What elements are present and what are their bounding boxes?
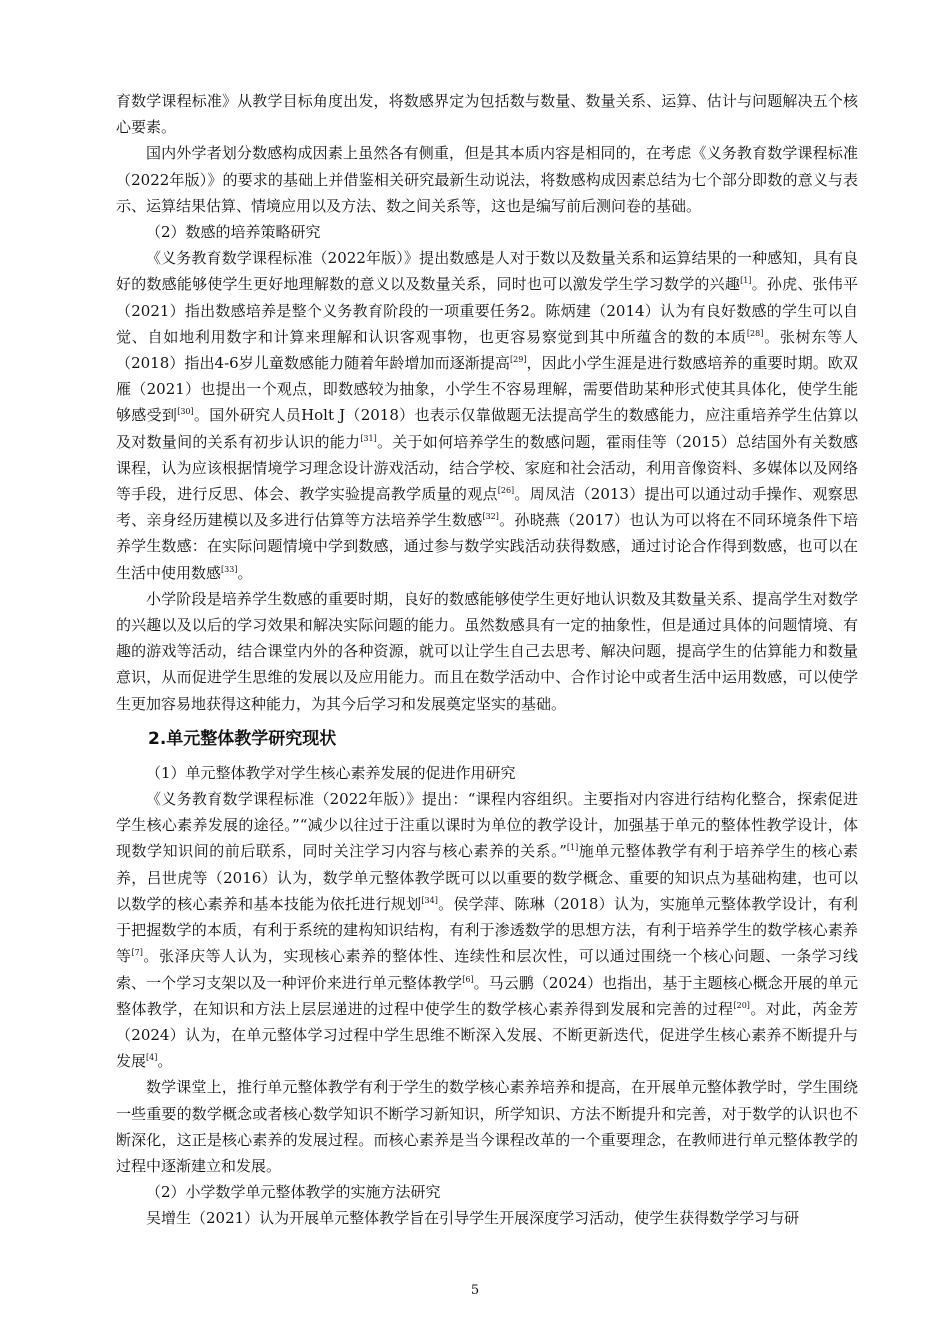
paragraph-number-sense-components: 国内外学者划分数感构成因素上虽然各有侧重，但是其本质内容是相同的，在考虑《义务教育数学课程标准（2022年版）》的要求的基础上并借鉴相关研究最新生动说法，将数感构成因素总结为七个部分即数的意义与表示、运算结果估算、情境应用以及方法、数之间关系等，这也是编写前后测问卷的基础。 — [116, 144, 858, 215]
paragraph-text-segment: 。周凤洁（2013）提出可以通过动手操作、观察思考、亲身经历建模以及多进行估算等方法培养学生数感 — [116, 485, 858, 530]
subheading-implementation-methods: （2）小学数学单元整体教学的实施方法研究 — [146, 1183, 441, 1202]
paragraph-text-segment: 。侯学萍、陈琳（2018）认为，实施单元整体教学设计，有利于把握数学的本质，有利于系统的建构知识结构，有利于渗透数学的思想方法，有利于培养学生的数学核心素养等 — [116, 894, 858, 966]
citation-marker: [29] — [510, 355, 527, 365]
citation-marker: [7] — [131, 948, 143, 958]
citation-marker: [4] — [146, 1053, 158, 1063]
citation-marker: [6] — [462, 974, 474, 984]
paragraph-core-literacy-research — [116, 786, 858, 1074]
citation-marker: [31] — [360, 433, 377, 443]
citation-marker: [1] — [566, 843, 579, 853]
paragraph-text-segment: 。张树东等人（2018）指出4-6岁儿童数感能力随着年龄增加而逐渐提高 — [116, 327, 858, 373]
paragraph-text-segment: ，因此小学生涯是进行数感培养的重要时期。欧双雁（2021）也提出一个观点，即数感较为抽象，小学生不容易理解，需要借助某种形式使其具体化，使学生能够感受到 — [116, 354, 858, 425]
paragraph-text-segment: 。关于如何培养学生的数感问题，霍雨佳等（2015）总结国外有关数感课程，认为应该根据情境学习理念设计游戏活动，结合学校、家庭和社会活动，利用音像资料、多媒体以及网络等手段，进行反思、体会、教学实验提高教学质量的观点 — [116, 432, 858, 504]
citation-marker: [30] — [177, 407, 194, 417]
paragraph-text-segment: 施单元整体教学有利于培养学生的核心素养，吕世虎等（2016）认为，数学单元整体教学既可以以重要的数学概念、重要的知识点为基础构建，也可以以数学的核心素养和基本技能为依托进行规划 — [116, 842, 858, 913]
paragraph-text-segment: 《义务教育数学课程标准（2022年版）》提出数感是人对于数以及数量关系和运算结果的一种感知，具有良好的数感能够使学生更好地理解数的意义以及数量关系，同时也可以激发学生学习数学的兴趣 — [116, 249, 858, 294]
paragraph-cultivation-research — [116, 245, 858, 586]
citation-marker: [32] — [482, 512, 499, 522]
paragraph-text-segment: 。对此，芮金芳（2024）认为，在单元整体学习过程中学生思维不断深入发展、不断更新迭代，促进学生核心素养不断提升与发展 — [116, 999, 858, 1071]
paragraph-number-sense-definition: 育数学课程标准》从教学目标角度出发，将数感界定为包括数与数量、数量关系、运算、估计与问题解决五个核心要素。 — [116, 92, 858, 137]
paragraph-text-segment: 。国外研究人员Holt J（2018）也表示仅靠做题无法提高学生的数感能力，应注重培养学生估算以及对数量间的关系有初步认识的能力 — [116, 406, 858, 451]
document-body — [116, 88, 858, 1232]
paragraph-implementation-start: 吴增生（2021）认为开展单元整体教学旨在引导学生开展深度学习活动，使学生获得数学学习与研 — [146, 1209, 800, 1228]
subheading-cultivation-strategy: （2）数感的培养策略研究 — [146, 223, 321, 242]
citation-marker: [20] — [733, 1000, 750, 1010]
paragraph-text-segment: 。张泽庆等人认为，实现核心素养的整体性、连续性和层次性，可以通过围绕一个核心问题、一条学习线索、一个学习支架以及一种评价来进行单元整体教学 — [116, 947, 858, 992]
citation-marker: [26] — [497, 486, 515, 496]
citation-marker: [34] — [421, 895, 438, 905]
paragraph-text-segment: 《义务教育数学课程标准（2022年版）》提出：“课程内容组织。主要指对内容进行结构化整合，探索促进学生核心素养发展的途径。”“减少以往过于注重以课时为单位的教学设计，加强基于单元的整体性教学设计，体现数学知识间的前后联系，同时关注学习内容与核心素养的关系。” — [116, 790, 858, 861]
citation-marker: [1] — [740, 276, 752, 286]
section-heading-unit-teaching: 2.单元整体教学研究现状 — [148, 728, 337, 749]
paragraph-classroom-practice: 数学课堂上，推行单元整体教学有利于学生的数学核心素养培养和提高，在开展单元整体教学时，学生围绕一些重要的数学概念或者核心数学知识不断学习新知识，所学知识、方法不断提升和完善，对于数学的认识也不断深化，这正是核心素养的发展过程。而核心素养是当今课程改革的一个重要理念，在教师进行单元整体教学的过程中逐渐建立和发展。 — [116, 1078, 858, 1175]
paragraph-text-segment: 。马云鹏（2024）也指出，基于主题核心概念开展的单元整体教学，在知识和方法上层层递进的过程中使学生的数学核心素养得到发展和完善的过程 — [116, 973, 858, 1018]
subheading-core-literacy: （1）单元整体教学对学生核心素养发展的促进作用研究 — [146, 763, 516, 782]
citation-marker: [28] — [746, 328, 764, 338]
paragraph-text-segment: 。 — [237, 563, 253, 582]
page-number: 5 — [470, 1283, 480, 1298]
citation-marker: [33] — [221, 564, 238, 574]
paragraph-text-segment: 。孙虎、张伟平（2021）指出数感培养是整个义务教育阶段的一项重要任务2。陈炳建（2014）认为有良好数感的学生可以自觉、自如地利用数字和计算来理解和认识客观事物，也更容易察觉到其中所蕴含的数的本质 — [116, 275, 858, 346]
paragraph-text-segment: 。孙晓燕（2017）也认为可以将在不同环境条件下培养学生数感：在实际问题情境中学到数感，通过参与数学实践活动获得数感，通过讨论合作得到数感，也可以在生活中使用数感 — [116, 511, 858, 582]
paragraph-primary-stage-importance: 小学阶段是培养学生数感的重要时期，良好的数感能够使学生更好地认识数及其数量关系、提高学生对数学的兴趣以及以后的学习效果和解决实际问题的能力。虽然数感具有一定的抽象性，但是通过具体的问题情境、有趣的游戏等活动，结合课堂内外的各种资源，就可以让学生自己去思考、解决问题，提高学生的估算能力和数量意识，从而促进学生思维的发展以及应用能力。而且在数学活动中、合作讨论中或者生活中运用数感，可以使学生更加容易地获得这种能力，为其今后学习和发展奠定坚实的基础。 — [116, 589, 858, 713]
paragraph-text-segment: 。 — [157, 1052, 173, 1071]
